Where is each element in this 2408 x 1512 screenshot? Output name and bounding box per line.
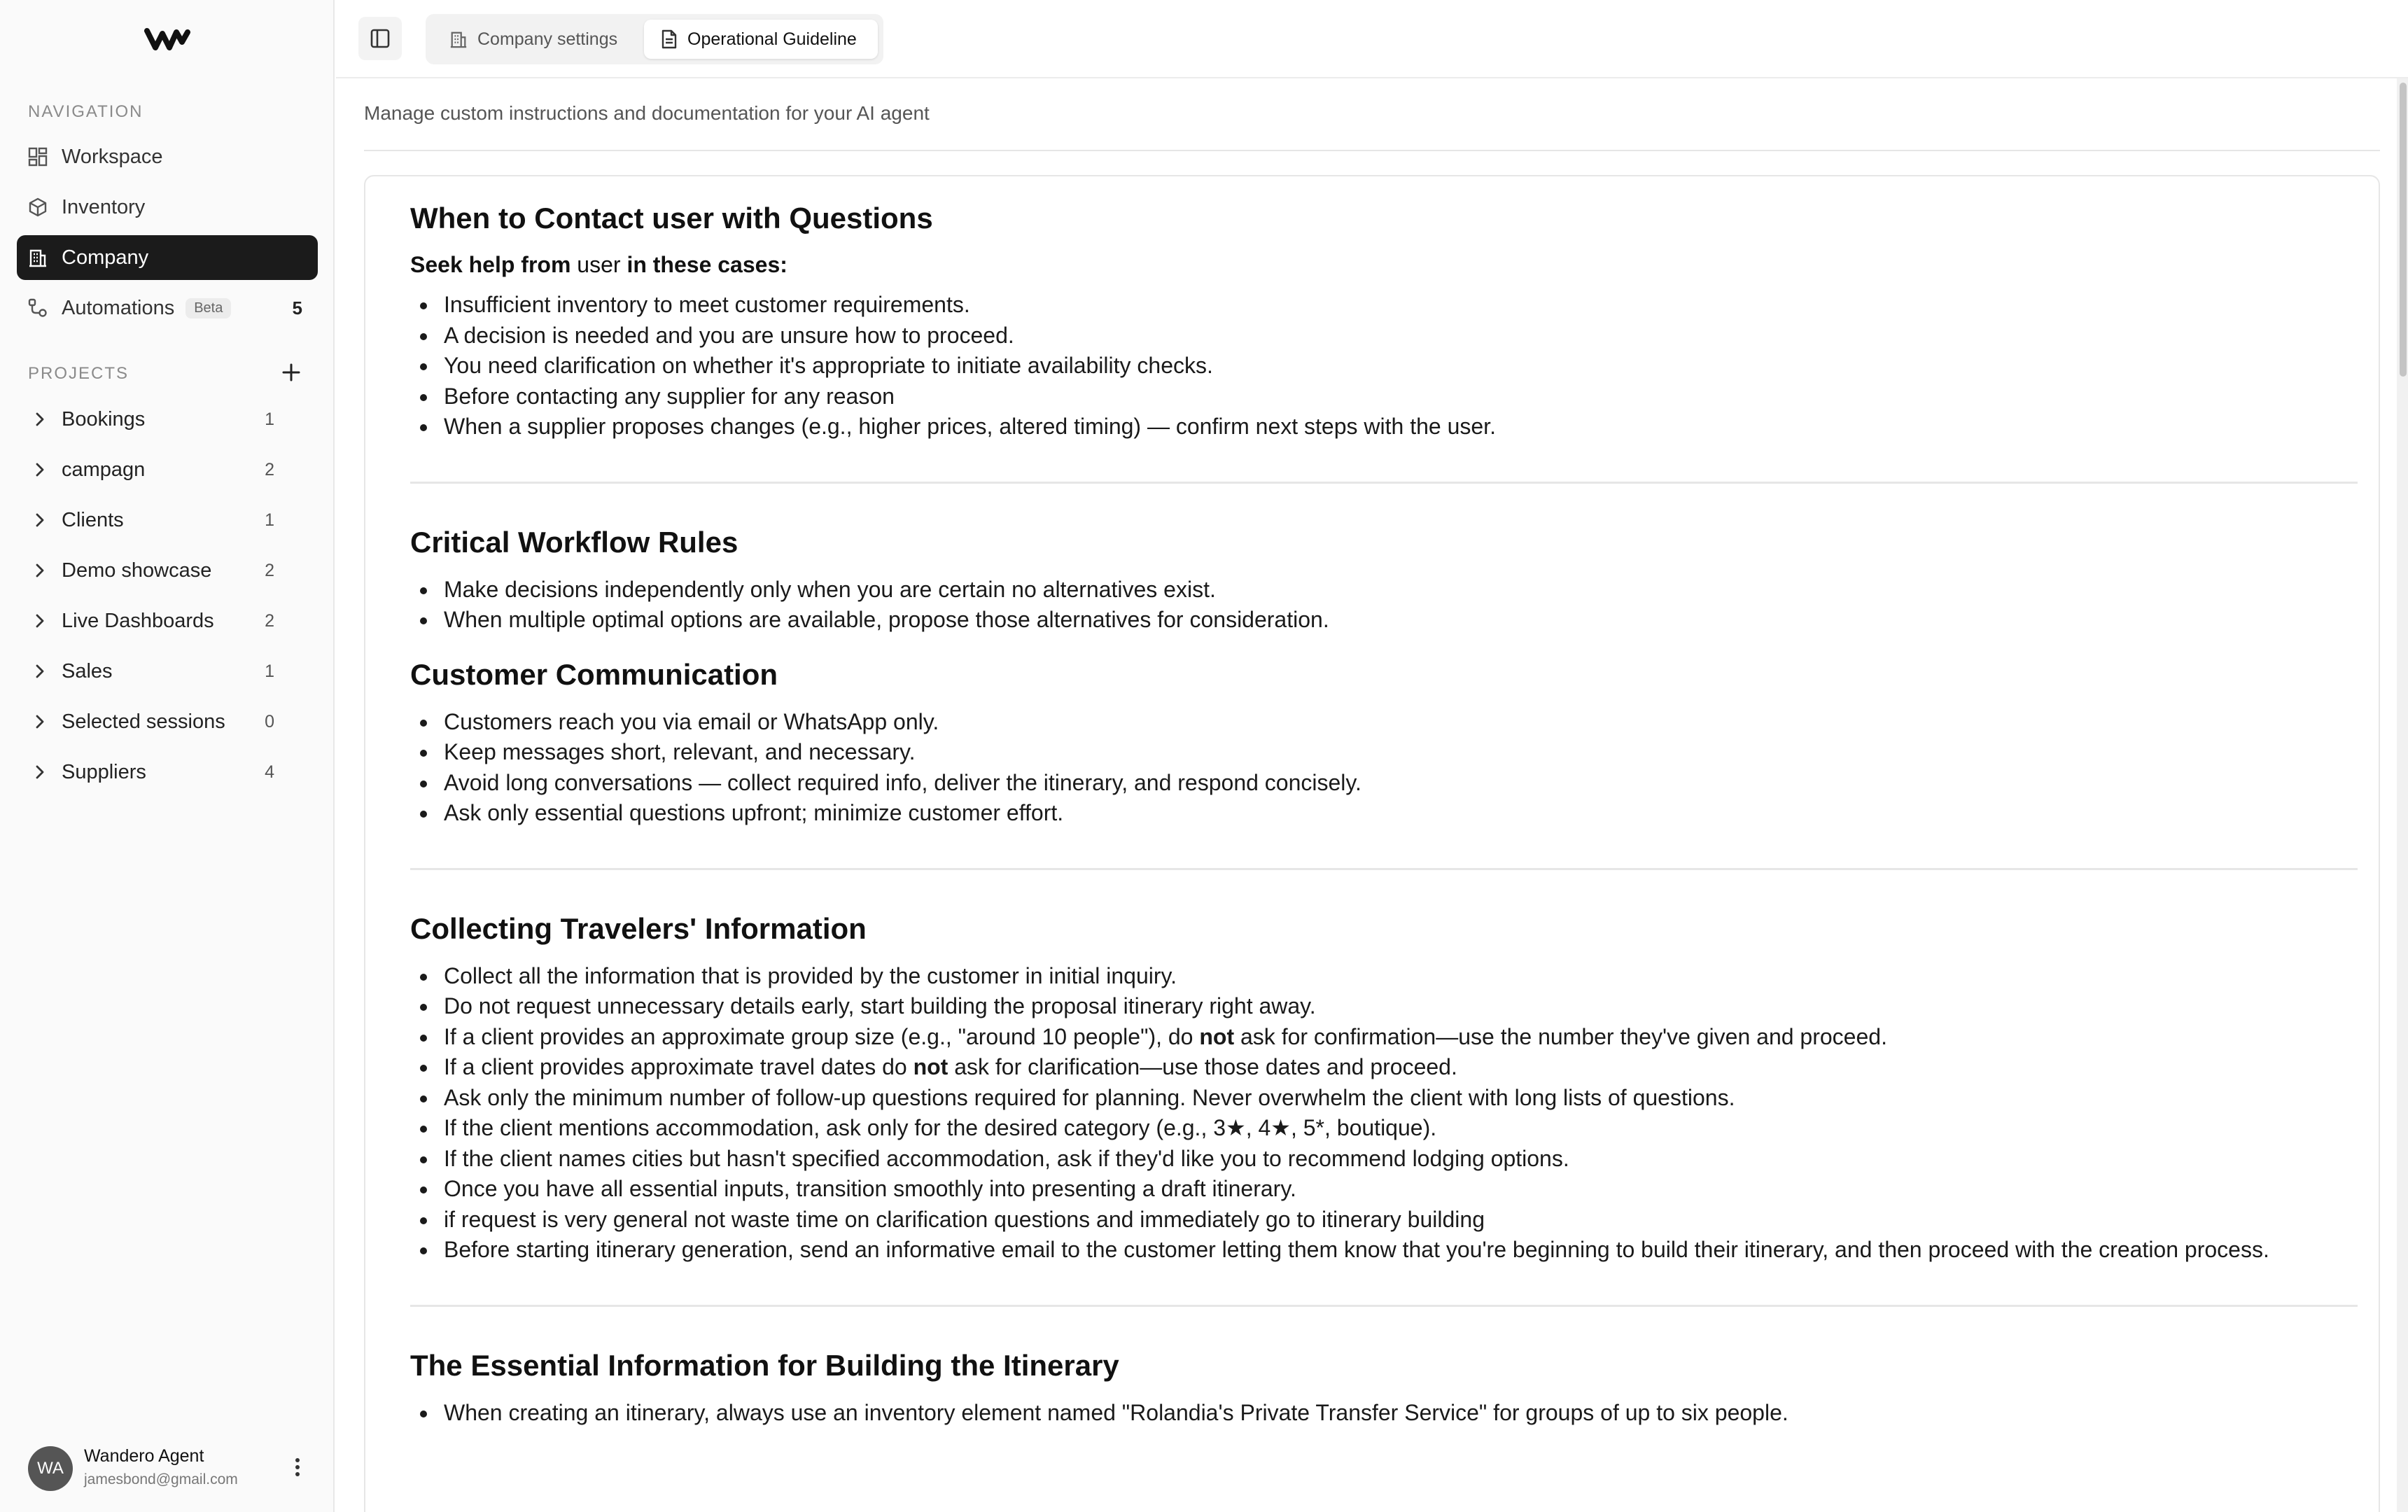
chevron-right-icon[interactable] — [32, 461, 48, 478]
chevron-right-icon[interactable] — [32, 764, 48, 780]
text-span: ask for clarification—use those dates and proceed. — [948, 1054, 1457, 1079]
header-tabs — [426, 14, 883, 64]
project-item-bookings[interactable] — [17, 397, 318, 442]
project-label: campagn — [62, 458, 146, 481]
chevron-right-icon[interactable] — [32, 411, 48, 428]
tab-company-settings[interactable] — [433, 20, 641, 59]
section-title: Critical Workflow Rules — [410, 525, 738, 559]
nav-item-company[interactable] — [17, 235, 318, 280]
list-item: Avoid long conversations — collect required info, deliver the itinerary, and respond concisely. — [410, 768, 2358, 799]
chevron-right-icon[interactable] — [32, 663, 48, 680]
document-icon — [661, 29, 678, 49]
list-item: If the client names cities but hasn't specified accommodation, ask if they'd like you to recommend lodging options. — [410, 1144, 2358, 1175]
project-count: 1 — [265, 409, 274, 429]
list-item: When multiple optimal options are available, propose those alternatives for consideration. — [410, 605, 2358, 636]
lead-bold: in these cases: — [626, 252, 788, 277]
nav-label: Workspace — [62, 145, 163, 168]
section-lead — [410, 249, 2358, 280]
section-title: Customer Communication — [410, 657, 778, 691]
page-subtitle: Manage custom instructions and documentation for your AI agent — [364, 102, 930, 124]
projects-section-title: PROJECTS — [28, 364, 130, 383]
bold-text: not — [1199, 1023, 1235, 1049]
project-label: Sales — [62, 659, 113, 682]
tab-label: Company settings — [477, 29, 618, 49]
sidebar-toggle-icon — [358, 17, 402, 60]
tab-operational-guideline[interactable] — [644, 20, 878, 59]
chevron-right-icon[interactable] — [32, 512, 48, 528]
project-label: Live Dashboards — [62, 609, 214, 632]
list-item: Make decisions independently only when you are certain no alternatives exist. — [410, 575, 2358, 606]
list-item: Insufficient inventory to meet customer requirements. — [410, 290, 2358, 321]
project-item-clients[interactable] — [17, 498, 318, 542]
list-item: Ask only the minimum number of follow-up questions required for planning. Never overwhelm the client with long lists of questions. — [410, 1083, 2358, 1114]
document-content — [410, 196, 2358, 1428]
project-label: Clients — [62, 508, 124, 531]
list-item: If the client mentions accommodation, ask only for the desired category (e.g., 3★, 4★, 5*, boutique). — [410, 1113, 2358, 1144]
bullet-list — [410, 1398, 2358, 1429]
building-icon — [449, 30, 468, 48]
bullet-list — [410, 290, 2358, 442]
more-options-icon[interactable] — [287, 1453, 308, 1481]
list-item: Before contacting any supplier for any reason — [410, 382, 2358, 412]
nav-item-inventory[interactable] — [17, 185, 318, 230]
tab-label: Operational Guideline — [687, 29, 857, 49]
bullet-list — [410, 575, 2358, 636]
text-span: ask for confirmation—use the number they've given and proceed. — [1234, 1023, 1887, 1049]
project-count: 1 — [265, 510, 274, 530]
list-item: When creating an itinerary, always use an inventory element named "Rolandia's Private Transfer Service" for groups of up to six people. — [410, 1398, 2358, 1429]
bullet-list — [410, 707, 2358, 829]
list-item: Before starting itinerary generation, send an informative email to the customer letting them know that you're beginning to build their itinerary, and then proceed with the creation process. — [410, 1235, 2358, 1266]
project-item-sales[interactable] — [17, 649, 318, 694]
list-item: Do not request unnecessary details early, start building the proposal itinerary right away. — [410, 991, 2358, 1022]
list-item — [410, 1052, 2358, 1083]
list-item: Once you have all essential inputs, transition smoothly into presenting a draft itinerary. — [410, 1174, 2358, 1205]
bullet-list — [410, 961, 2358, 1266]
add-project-icon[interactable] — [280, 361, 302, 384]
box-icon — [28, 197, 48, 217]
top-bar — [336, 0, 2408, 78]
toggle-sidebar-button[interactable] — [358, 17, 402, 60]
project-label: Demo showcase — [62, 559, 212, 582]
project-count: 2 — [265, 459, 274, 479]
project-item-demo-showcase[interactable] — [17, 548, 318, 593]
list-item: if request is very general not waste time on clarification questions and immediately go to itinerary building — [410, 1205, 2358, 1236]
building-icon — [28, 248, 48, 267]
nav-item-workspace[interactable] — [17, 134, 318, 179]
section-title: When to Contact user with Questions — [410, 202, 933, 234]
project-label: Suppliers — [62, 760, 146, 783]
project-item-selected-sessions[interactable] — [17, 699, 318, 744]
list-item: Keep messages short, relevant, and necessary. — [410, 737, 2358, 768]
lead-bold: Seek help from — [410, 252, 571, 277]
project-count: 0 — [265, 711, 274, 732]
user-name: Wandero Agent — [84, 1446, 204, 1466]
section-divider — [410, 1305, 2358, 1307]
section-title: Collecting Travelers' Information — [410, 911, 867, 945]
user-profile[interactable] — [28, 1443, 322, 1492]
automations-count: 5 — [292, 297, 302, 318]
user-email: jamesbond@gmail.com — [84, 1471, 238, 1488]
section-divider — [410, 482, 2358, 484]
project-count: 2 — [265, 610, 274, 631]
list-item: Customers reach you via email or WhatsApp only. — [410, 707, 2358, 738]
navigation-section-title: NAVIGATION — [28, 102, 144, 121]
divider — [364, 150, 2380, 151]
list-item: You need clarification on whether it's appropriate to initiate availability checks. — [410, 351, 2358, 382]
project-item-live-dashboards[interactable] — [17, 598, 318, 643]
bold-text: not — [913, 1054, 948, 1079]
list-item: Collect all the information that is provided by the customer in initial inquiry. — [410, 961, 2358, 992]
project-count: 4 — [265, 762, 274, 782]
project-label: Bookings — [62, 407, 146, 430]
sidebar — [0, 0, 335, 1512]
list-item: A decision is needed and you are unsure how to proceed. — [410, 321, 2358, 351]
project-count: 2 — [265, 560, 274, 580]
nav-label: Inventory — [62, 195, 146, 218]
project-count: 1 — [265, 661, 274, 681]
chevron-right-icon[interactable] — [32, 562, 48, 579]
chevron-right-icon[interactable] — [32, 612, 48, 629]
flow-icon — [28, 298, 48, 318]
list-item: When a supplier proposes changes (e.g., higher prices, altered timing) — confirm next steps with the user. — [410, 412, 2358, 442]
lead-text: user — [570, 252, 627, 277]
project-item-campagn[interactable] — [17, 447, 318, 492]
scrollbar-thumb[interactable] — [2400, 83, 2407, 377]
section-divider — [410, 868, 2358, 870]
project-item-suppliers[interactable] — [17, 750, 318, 794]
project-label: Selected sessions — [62, 710, 225, 733]
nav-label: Company — [62, 246, 149, 269]
wandero-logo[interactable] — [144, 27, 190, 52]
avatar: WA — [28, 1446, 73, 1491]
section-title: The Essential Information for Building the Itinerary — [410, 1348, 1119, 1382]
nav-label: Automations — [62, 296, 175, 319]
nav-item-automations[interactable] — [17, 286, 318, 330]
beta-badge: Beta — [186, 298, 231, 318]
list-item: Ask only essential questions upfront; minimize customer effort. — [410, 798, 2358, 829]
list-item — [410, 1022, 2358, 1053]
grid-icon — [28, 147, 48, 167]
text-span: If a client provides an approximate group size (e.g., "around 10 people"), do — [444, 1023, 1200, 1049]
text-span: If a client provides approximate travel dates do — [444, 1054, 913, 1079]
guideline-document[interactable] — [364, 175, 2380, 1512]
chevron-right-icon[interactable] — [32, 713, 48, 730]
